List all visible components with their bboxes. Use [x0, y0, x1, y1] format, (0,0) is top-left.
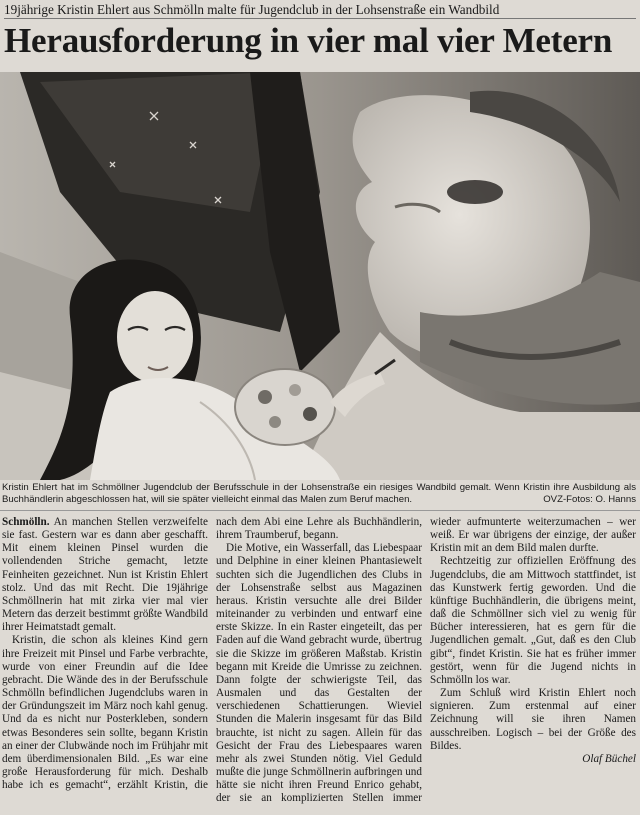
article-body: [2, 516, 636, 812]
article-kicker: 19jährige Kristin Ehlert aus Schmölln malte für Jugendclub in der Lohsenstraße ein Wandbild: [4, 2, 636, 19]
paragraph-4: Rechtzeitig zur offiziellen Eröffnung des Jugendclubs, die am Mittwoch stattfindet, ist das Kunstwerk fertig geworden. Und die künftige Buchhändlerin, die übrigens meint, daß die Schmöllner sich viel zu wenig für Bücher interessieren, hat es gern für die Jugendlichen gemalt. „Gut, daß es den Club gibt“, findet Kristin. Sie hat es früher immer gestört, wenn für die Jugend nichts in Schmölln los war.: [430, 555, 636, 686]
paragraph-1: [2, 516, 208, 634]
paragraph-2: Kristin, die schon als kleines Kind gern ihre Freizeit mit Pinsel und Farbe verbrachte, wurde von einer Freundin auf die Idee gebracht. Die Wände des in der Berufsschule Schmölln befindlichen Jugendclubs waren in der Gründungszeit im März noch kahl genug. Und da es nicht nur Posterkleben, sondern etwas Besonderes sein sollte, begann Kristin an einer der Clubwände noch im Frühjahr mit dem überdimensionalen Bild. „Es war eine große Herausforderung für mich. Deshalb habe ich es gemacht“, erzählt Kristin, die nach dem Abi eine Lehre als Buchhändlerin, ihrem Traumberuf, begann.: [2, 516, 422, 792]
paragraph-3: Die Motive, ein Wasserfall, das Liebespaar und Delphine in einer kleinen Phantasiewelt suchten sich die Jugendlichen des Clubs in der Lohsenstraße selbst aus Magazinen heraus. Kristin versuchte alle drei Bilder miteinander zu verbinden und entwarf eine erste Skizze. In ein Raster eingeteilt, das per Faden auf die Wand gebracht wurde, übertrug sie die Skizze im größeren Maßstab. Kristin begann mit Kreide die Umrisse zu zeichnen. Dann folgte der schwierigste Teil, das Ausmalen und das Gestalten der verschiedenen Schattierungen. Wieviel Stunden die Malerin insgesamt für das Bild brauchte, ist nicht zu sagen. Allein für das Gesicht der Frau des Liebespaares waren mehr als zwei Stunden nötig. Viel Geduld mußte die junge Schmöllnerin aufbringen und hätte sie nicht ihren Freund Enrico gehabt, der sie an komplizierten Stellen immer wieder aufmunterte weiterzumachen – wer weiß. Er war übrigens der einzige, der außer Kristin mit an dem Bild malen durfte.: [216, 516, 636, 805]
article-photo: [0, 72, 640, 480]
photo-caption: [2, 482, 636, 506]
divider: [0, 510, 640, 511]
photo-credit: OVZ-Fotos: O. Hanns: [543, 494, 636, 505]
paragraph-5: Zum Schluß wird Kristin Ehlert noch signieren. Zum erstenmal auf einer Zeichnung will sie ihren Namen ausschreiben. Logisch – bei der Größe des Bildes.: [430, 687, 636, 752]
caption-text: Kristin Ehlert hat im Schmöllner Jugendclub der Berufsschule in der Lohsenstraße ein riesiges Wandbild gemalt. Wenn Kristin ihre Ausbildung als Buchhändlerin abgeschlossen hat, will sie später vielleicht einmal das Malen zum Beruf machen.: [2, 482, 636, 505]
paragraph-1-text: An manchen Stellen verzweifelte sie fast. Gestern war es dann aber geschafft. Mit einem kleinen Pinsel wurden die vollendenden Striche gemacht, letzte Feinheiten gezeichnet. Nun ist Kristin Ehlert stolz. Und das mit Recht. Die 19jährige Schmöllnerin hat mit zirka vier mal vier Metern das derzeit bestimmt größte Wandbild ihrer Heimatstadt gemalt.: [2, 516, 208, 634]
article-headline: Herausforderung in vier mal vier Metern: [4, 21, 613, 60]
dateline: Schmölln.: [2, 516, 50, 528]
author-byline: Olaf Büchel: [582, 752, 636, 765]
